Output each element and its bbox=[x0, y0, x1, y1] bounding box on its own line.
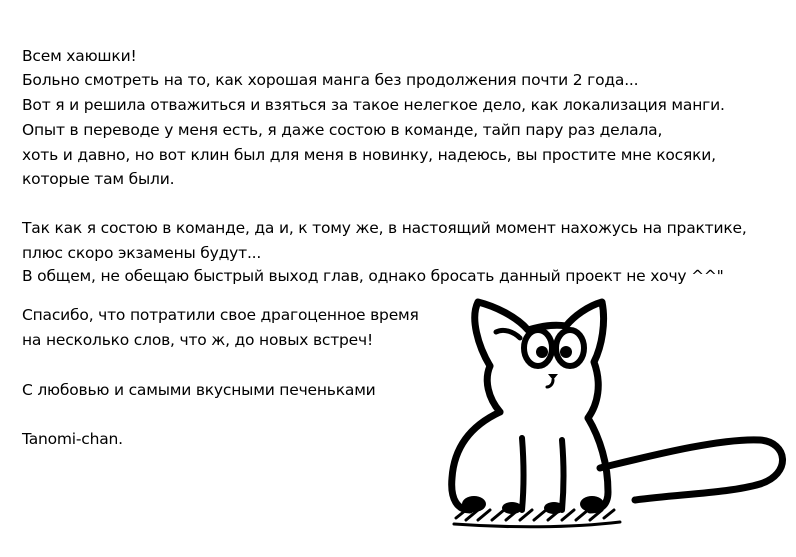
paragraph3-line: на несколько слов, что ж, до новых встреч! bbox=[22, 331, 373, 349]
paragraph1-line: которые там были. bbox=[22, 170, 175, 188]
signature-text: Tanomi-chan. bbox=[22, 430, 123, 448]
paragraph3-line: Спасибо, что потратили свое драгоценное время bbox=[22, 306, 419, 324]
greeting-text: Всем хаюшки! bbox=[22, 47, 137, 65]
paragraph1-line: Опыт в переводе у меня есть, я даже состою в команде, тайп пару раз делала, bbox=[22, 121, 663, 139]
paragraph1-line: хоть и давно, но вот клин был для меня в новинку, надеюсь, вы простите мне косяки, bbox=[22, 146, 716, 164]
cartoon-cat-icon bbox=[430, 288, 796, 538]
paragraph2-line: Так как я состою в команде, да и, к тому же, в настоящий момент нахожусь на практике, bbox=[22, 219, 747, 237]
paragraph1-line: Вот я и решила отважиться и взяться за такое нелегкое дело, как локализация манги. bbox=[22, 96, 725, 114]
paragraph1-line: Больно смотреть на то, как хорошая манга без продолжения почти 2 года... bbox=[22, 71, 639, 89]
closing-text: С любовью и самыми вкусными печеньками bbox=[22, 381, 376, 399]
paragraph2-line: В общем, не обещаю быстрый выход глав, однако бросать данный проект не хочу ^^" bbox=[22, 267, 724, 285]
paragraph2-line: плюс скоро экзамены будут... bbox=[22, 244, 262, 262]
